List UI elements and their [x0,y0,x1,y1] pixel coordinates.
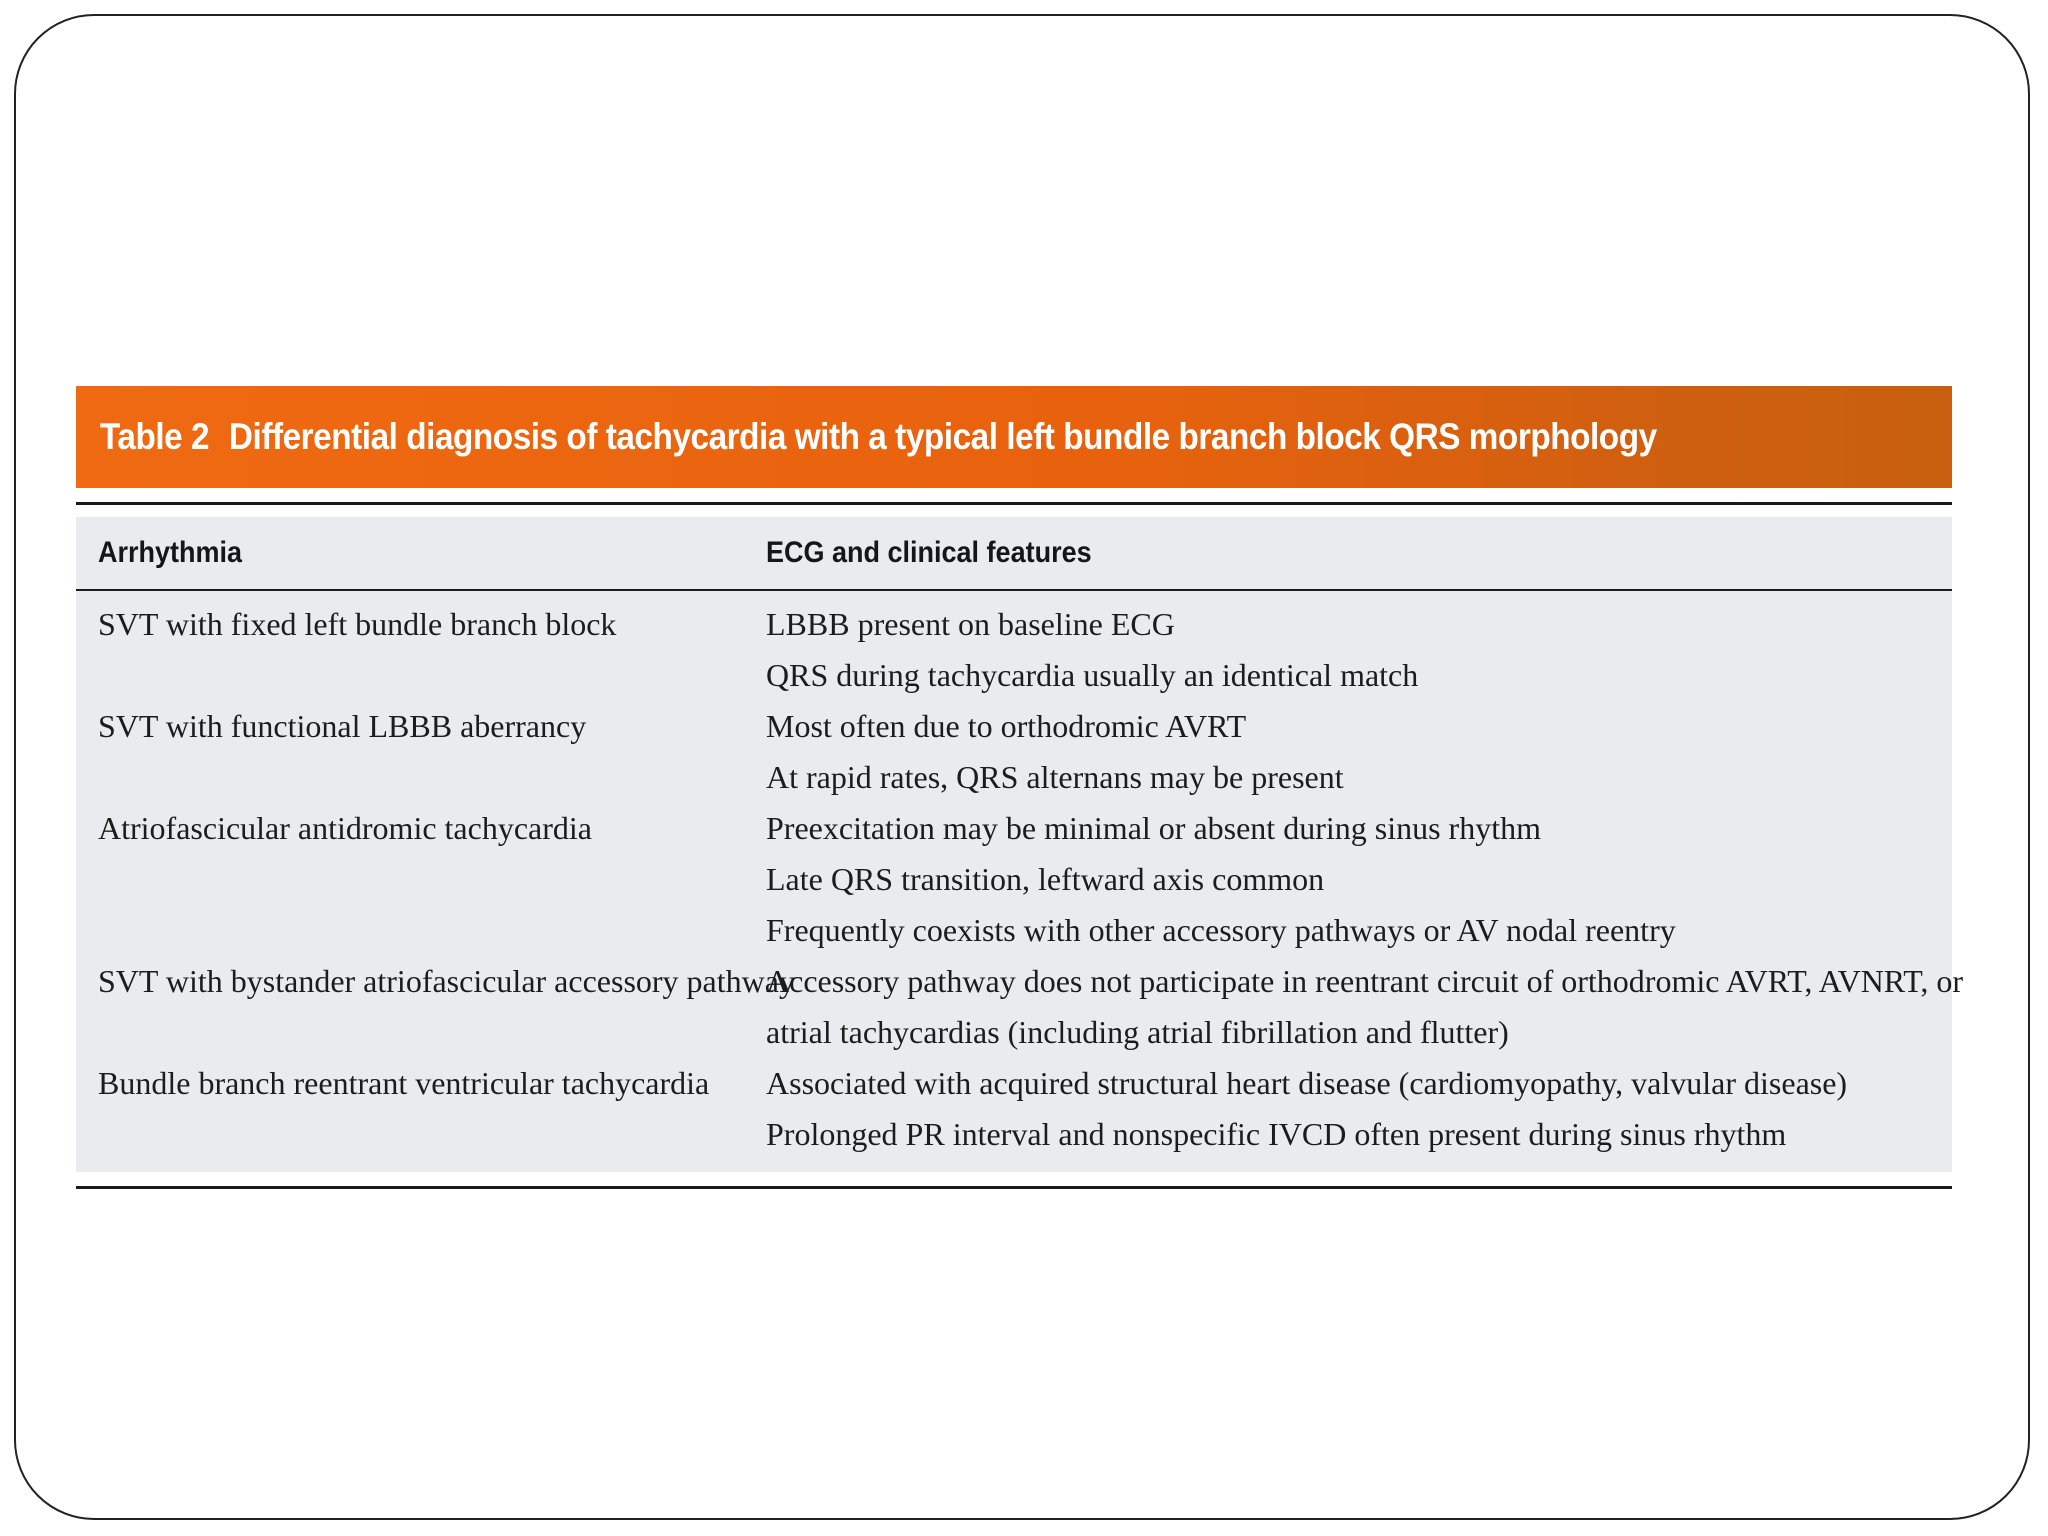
arrhythmia-name: SVT with bystander atriofascicular accessory pathway [98,963,795,999]
feature-line: QRS during tachycardia usually an identical match [766,657,1419,693]
table-header-row [76,517,1952,591]
features-cell [766,1058,1952,1160]
arrhythmia-name: SVT with functional LBBB aberrancy [98,708,587,744]
table-row [76,599,1952,701]
table-rows [76,591,1964,1160]
arrhythmia-cell [76,803,766,854]
diagnosis-table [76,517,1964,1172]
features-cell [766,701,1952,803]
header-arrhythmia: Arrhythmia [98,536,243,569]
table-caption: Differential diagnosis of tachycardia with a typical left bundle branch block QRS morphology [228,416,1657,457]
table-figure [76,386,1964,1189]
top-rule [76,502,1952,505]
table-row [76,701,1952,803]
header-features: ECG and clinical features [766,536,1092,569]
feature-line: Preexcitation may be minimal or absent during sinus rhythm [766,810,1541,846]
feature-line: Most often due to orthodromic AVRT [766,708,1247,744]
feature-line: At rapid rates, QRS alternans may be present [766,759,1344,795]
table-row [76,1058,1952,1160]
arrhythmia-name: Atriofascicular antidromic tachycardia [98,810,592,846]
bottom-rule [76,1186,1952,1189]
table-row [76,803,1952,956]
feature-line: Frequently coexists with other accessory pathways or AV nodal reentry [766,912,1676,948]
table-title-banner [76,386,1952,488]
header-cell-arrhythmia [76,536,766,570]
arrhythmia-cell [76,599,766,650]
feature-line: Accessory pathway does not participate in reentrant circuit of orthodromic AVRT, AVNRT, or [766,963,1964,999]
feature-line: Associated with acquired structural heart disease (cardiomyopathy, valvular disease) [766,1065,1848,1101]
feature-line: atrial tachycardias (including atrial fibrillation and flutter) [766,1014,1509,1050]
table-title [100,416,1657,458]
table-row [76,956,1964,1058]
arrhythmia-cell [76,701,766,752]
feature-line: Prolonged PR interval and nonspecific IVCD often present during sinus rhythm [766,1116,1787,1152]
features-cell [766,599,1952,701]
arrhythmia-cell [76,956,795,1007]
features-cell [766,956,1983,1058]
features-cell [766,803,1952,956]
arrhythmia-cell [76,1058,766,1109]
feature-line: Late QRS transition, leftward axis common [766,861,1325,897]
arrhythmia-name: Bundle branch reentrant ventricular tachycardia [98,1065,710,1101]
arrhythmia-name: SVT with fixed left bundle branch block [98,606,617,642]
header-cell-features [766,536,1952,570]
feature-line: LBBB present on baseline ECG [766,606,1175,642]
table-label: Table 2 [100,416,210,457]
